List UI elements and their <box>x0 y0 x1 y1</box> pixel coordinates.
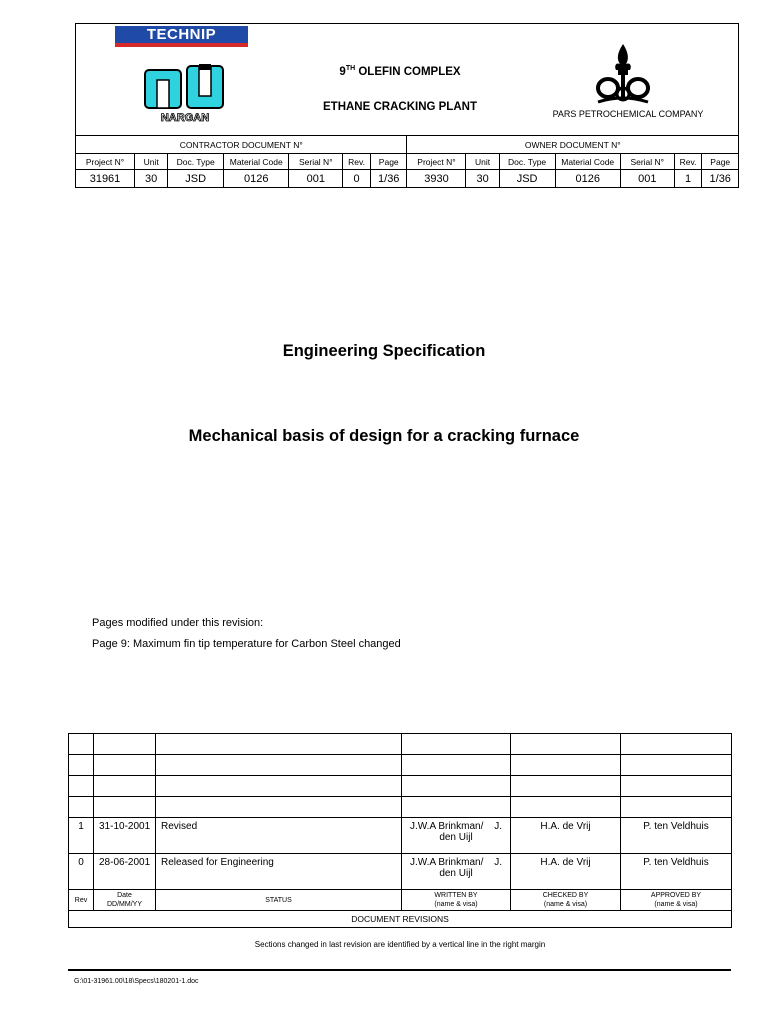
rev-approved-by: P. ten Veldhuis <box>621 818 732 854</box>
col-doc-type: Doc. Type <box>168 154 224 170</box>
modifications-heading: Pages modified under this revision: <box>92 617 264 629</box>
owner-company-name: PARS PETROCHEMICAL COMPANY <box>552 109 704 119</box>
table-row <box>69 776 732 797</box>
owner-material-code: 0126 <box>555 170 620 188</box>
file-path: G:\01-31961.00\18\Specs\180201-1.doc <box>74 978 199 985</box>
table-row <box>69 734 732 755</box>
footer-date: Date DD/MM/YY <box>94 890 156 911</box>
owner-document-label: OWNER DOCUMENT N° <box>407 136 739 154</box>
owner-doc-type: JSD <box>499 170 555 188</box>
col-doc-type: Doc. Type <box>499 154 555 170</box>
col-page: Page <box>371 154 407 170</box>
rev-number: 0 <box>69 854 94 890</box>
footer-status: STATUS <box>156 890 402 911</box>
contractor-rev: 0 <box>343 170 371 188</box>
rev-written-by: J.W.A Brinkman/ J. den Uijl <box>402 818 511 854</box>
contractor-document-label: CONTRACTOR DOCUMENT N° <box>76 136 407 154</box>
footer-checked-by: CHECKED BY (name & visa) <box>511 890 621 911</box>
footer-divider <box>68 969 731 971</box>
rev-status: Revised <box>156 818 402 854</box>
document-revisions-caption: DOCUMENT REVISIONS <box>69 911 732 928</box>
rev-number: 1 <box>69 818 94 854</box>
rev-approved-by: P. ten Veldhuis <box>621 854 732 890</box>
col-page: Page <box>702 154 739 170</box>
footer-rev: Rev <box>69 890 94 911</box>
plant-title: ETHANE CRACKING PLANT <box>323 101 477 113</box>
col-material-code: Material Code <box>224 154 289 170</box>
modifications-line: Page 9: Maximum fin tip temperature for Carbon Steel changed <box>92 638 401 650</box>
col-project-no: Project N° <box>76 154 135 170</box>
col-material-code: Material Code <box>555 154 620 170</box>
nargan-logo-text: NARGAN <box>160 112 210 124</box>
owner-project-no: 3930 <box>407 170 466 188</box>
col-unit: Unit <box>466 154 499 170</box>
pars-flame-logo <box>594 42 652 106</box>
table-row <box>69 797 732 818</box>
rev-date: 28-06-2001 <box>94 854 156 890</box>
col-unit: Unit <box>135 154 168 170</box>
document-number-table <box>75 135 739 188</box>
document-title: Mechanical basis of design for a cracking furnace <box>188 427 580 445</box>
revisions-footer-row <box>69 890 732 911</box>
contractor-material-code: 0126 <box>224 170 289 188</box>
owner-page: 1/36 <box>702 170 739 188</box>
owner-unit: 30 <box>466 170 499 188</box>
rev-checked-by: H.A. de Vrij <box>511 854 621 890</box>
sections-changed-note: Sections changed in last revision are identified by a vertical line in the right margin <box>254 940 546 949</box>
contractor-unit: 30 <box>135 170 168 188</box>
col-rev: Rev. <box>674 154 702 170</box>
spec-title: Engineering Specification <box>282 342 486 360</box>
footer-approved-by: APPROVED BY (name & visa) <box>621 890 732 911</box>
owner-rev: 1 <box>674 170 702 188</box>
rev-written-by: J.W.A Brinkman/ J. den Uijl <box>402 854 511 890</box>
table-row <box>69 755 732 776</box>
col-project-no: Project N° <box>407 154 466 170</box>
rev-checked-by: H.A. de Vrij <box>511 818 621 854</box>
col-rev: Rev. <box>343 154 371 170</box>
owner-serial-no: 001 <box>620 170 674 188</box>
rev-status: Released for Engineering <box>156 854 402 890</box>
contractor-project-no: 31961 <box>76 170 135 188</box>
footer-written-by: WRITTEN BY (name & visa) <box>402 890 511 911</box>
table-row <box>69 818 732 854</box>
contractor-serial-no: 001 <box>289 170 343 188</box>
revisions-table <box>68 733 732 928</box>
table-row <box>69 854 732 890</box>
col-serial-no: Serial N° <box>620 154 674 170</box>
nargan-logo <box>143 64 227 124</box>
rev-date: 31-10-2001 <box>94 818 156 854</box>
complex-title: 9TH OLEFIN COMPLEX <box>339 65 461 78</box>
col-serial-no: Serial N° <box>289 154 343 170</box>
contractor-page: 1/36 <box>371 170 407 188</box>
contractor-doc-type: JSD <box>168 170 224 188</box>
technip-logo: TECHNIP <box>115 26 248 47</box>
